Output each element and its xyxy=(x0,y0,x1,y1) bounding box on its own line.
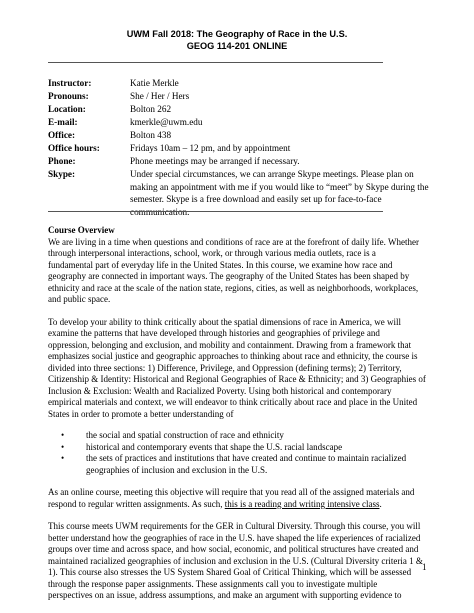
info-value: Katie Merkle xyxy=(130,78,179,88)
info-row-email xyxy=(48,116,438,129)
text-line: We are living in a time when questions and conditions of race are at the forefront of daily life. Whether xyxy=(48,236,419,247)
info-label: Instructor: xyxy=(48,78,92,88)
text-line: maintained racialized geographies of inclusion and exclusion in the U.S. (Cultural Diversity criteria 1 & xyxy=(48,555,423,566)
contact-info xyxy=(48,77,438,218)
info-label: Skype: xyxy=(48,169,76,179)
info-value: Phone meetings may be arranged if necessary. xyxy=(130,156,300,166)
course-overview xyxy=(48,225,438,602)
info-row-location xyxy=(48,103,438,116)
text-line: Inclusion & Exclusion: Wealth and Racialized Poverty. Using both historical and contemporary xyxy=(48,385,392,396)
info-row-phone xyxy=(48,155,438,168)
bullet-icon: • xyxy=(61,430,65,440)
paragraph-3 xyxy=(48,487,438,510)
text-line: better understand how the geographies of race in the U.S. have shaped the life experiences of racialized xyxy=(48,532,421,543)
text-run: respond to regular written assignments. As such, xyxy=(48,498,225,509)
top-divider xyxy=(48,62,383,63)
text-line: ethnicity and race at the scale of the nation state, regions, cities, as well as neighborhoods, workplaces, xyxy=(48,282,419,293)
text-line: geographies of inclusion and exclusion in the U.S. xyxy=(86,464,268,475)
text-line: Citizenship & Identity: Historical and Regional Geographies of Race & Ethnicity; and 3) Geographies of xyxy=(48,374,426,384)
text-line: examine the patterns that have developed through histories and geographies of privilege and xyxy=(48,328,380,338)
info-value: Fridays 10am – 12 pm, and by appointment xyxy=(130,143,291,153)
course-code: GEOG 114-201 ONLINE xyxy=(186,41,288,51)
skype-line: semester. Skype is a free download and easily set up for face-to-face xyxy=(130,194,382,204)
text-line: the sets of practices and institutions that have created and continue to maintain racialized xyxy=(86,453,407,463)
paragraph-4 xyxy=(48,521,438,602)
info-label: Pronouns: xyxy=(48,91,89,101)
bullet-icon: • xyxy=(61,441,65,452)
info-value: She / Her / Hers xyxy=(130,91,190,101)
email-value: kmerkle@uwm.edu xyxy=(130,117,203,127)
text-line: As an online course, meeting this objective will require that you read all of the assigned materials and xyxy=(48,487,415,497)
info-row-instructor xyxy=(48,77,438,90)
course-title: UWM Fall 2018: The Geography of Race in the U.S. xyxy=(126,29,348,39)
info-row-pronouns xyxy=(48,90,438,103)
text-line: fundamental part of everyday life in the United States. In this course, we examine how race and xyxy=(48,259,393,270)
text-line: divided into three sections: 1) Difference, Privilege, and Oppression (defining terms); 2) Territory, xyxy=(48,362,402,373)
skype-line: making an appointment with me if you would like to “meet” by Skype during the xyxy=(130,181,429,192)
paragraph-2 xyxy=(48,317,438,421)
text-line: groups over time and across space, and how social, economic, and political structures have created and xyxy=(48,544,419,554)
skype-line: communication. xyxy=(130,206,190,217)
text-line: and public space. xyxy=(48,294,111,304)
text-line: the social and spatial construction of race and ethnicity xyxy=(86,430,284,440)
text-line: States in order to promote a better understanding of xyxy=(48,408,234,419)
list-item xyxy=(48,453,438,476)
text-line xyxy=(48,499,438,511)
info-label: Phone: xyxy=(48,156,76,166)
skype-line: Under special circumstances, we can arrange Skype meetings. Please plan on xyxy=(130,169,414,179)
emphasis-underlined: this is a reading and writing intensive class xyxy=(224,498,380,509)
info-row-office xyxy=(48,129,438,142)
info-label: E-mail: xyxy=(48,117,78,127)
info-label: Office hours: xyxy=(48,143,100,153)
middle-divider xyxy=(48,211,383,212)
text-line: emphasizes social justice and geographic approaches to thinking about race and ethnicity, the course is xyxy=(48,351,418,361)
text-line: through the response paper assignments. These assignments call you to investigate multiple xyxy=(48,578,378,589)
list-item xyxy=(48,430,438,442)
paragraph-1 xyxy=(48,237,438,306)
text-run: . xyxy=(379,498,382,509)
list-item xyxy=(48,442,438,454)
text-line: geography are connected in important ways. The geography of the United States has been shaped by xyxy=(48,271,410,281)
text-line: empirical materials and context, we will endeavor to think critically about race and place in the United xyxy=(48,397,418,407)
text-line: This course meets UWM requirements for the GER in Cultural Diversity. Through this course, you will xyxy=(48,521,421,531)
bullet-list xyxy=(48,430,438,476)
info-row-office-hours xyxy=(48,142,438,155)
page-number: 1 xyxy=(422,562,427,572)
info-label: Location: xyxy=(48,104,86,114)
text-line: 1). This course also stresses the US System Shared Goal of Critical Thinking, which will be assessed xyxy=(48,567,412,577)
text-line: perspectives on an issue, address assumptions, and make an argument with supporting evidence to xyxy=(48,590,402,600)
text-line: oppression, belonging and exclusion, and mobility and containment. Drawing from a framework that xyxy=(48,339,412,350)
text-line: through interpersonal interactions, school, work, or through various media outlets, race is a xyxy=(48,248,376,258)
info-value: Bolton 438 xyxy=(130,130,172,140)
text-line: historical and contemporary events that shape the U.S. racial landscape xyxy=(86,441,343,452)
info-value: Bolton 262 xyxy=(130,104,172,114)
info-label: Office: xyxy=(48,130,76,140)
section-heading: Course Overview xyxy=(48,225,115,235)
bullet-icon: • xyxy=(61,453,65,463)
text-line: To develop your ability to think critically about the spatial dimensions of race in America, we will xyxy=(48,316,402,327)
